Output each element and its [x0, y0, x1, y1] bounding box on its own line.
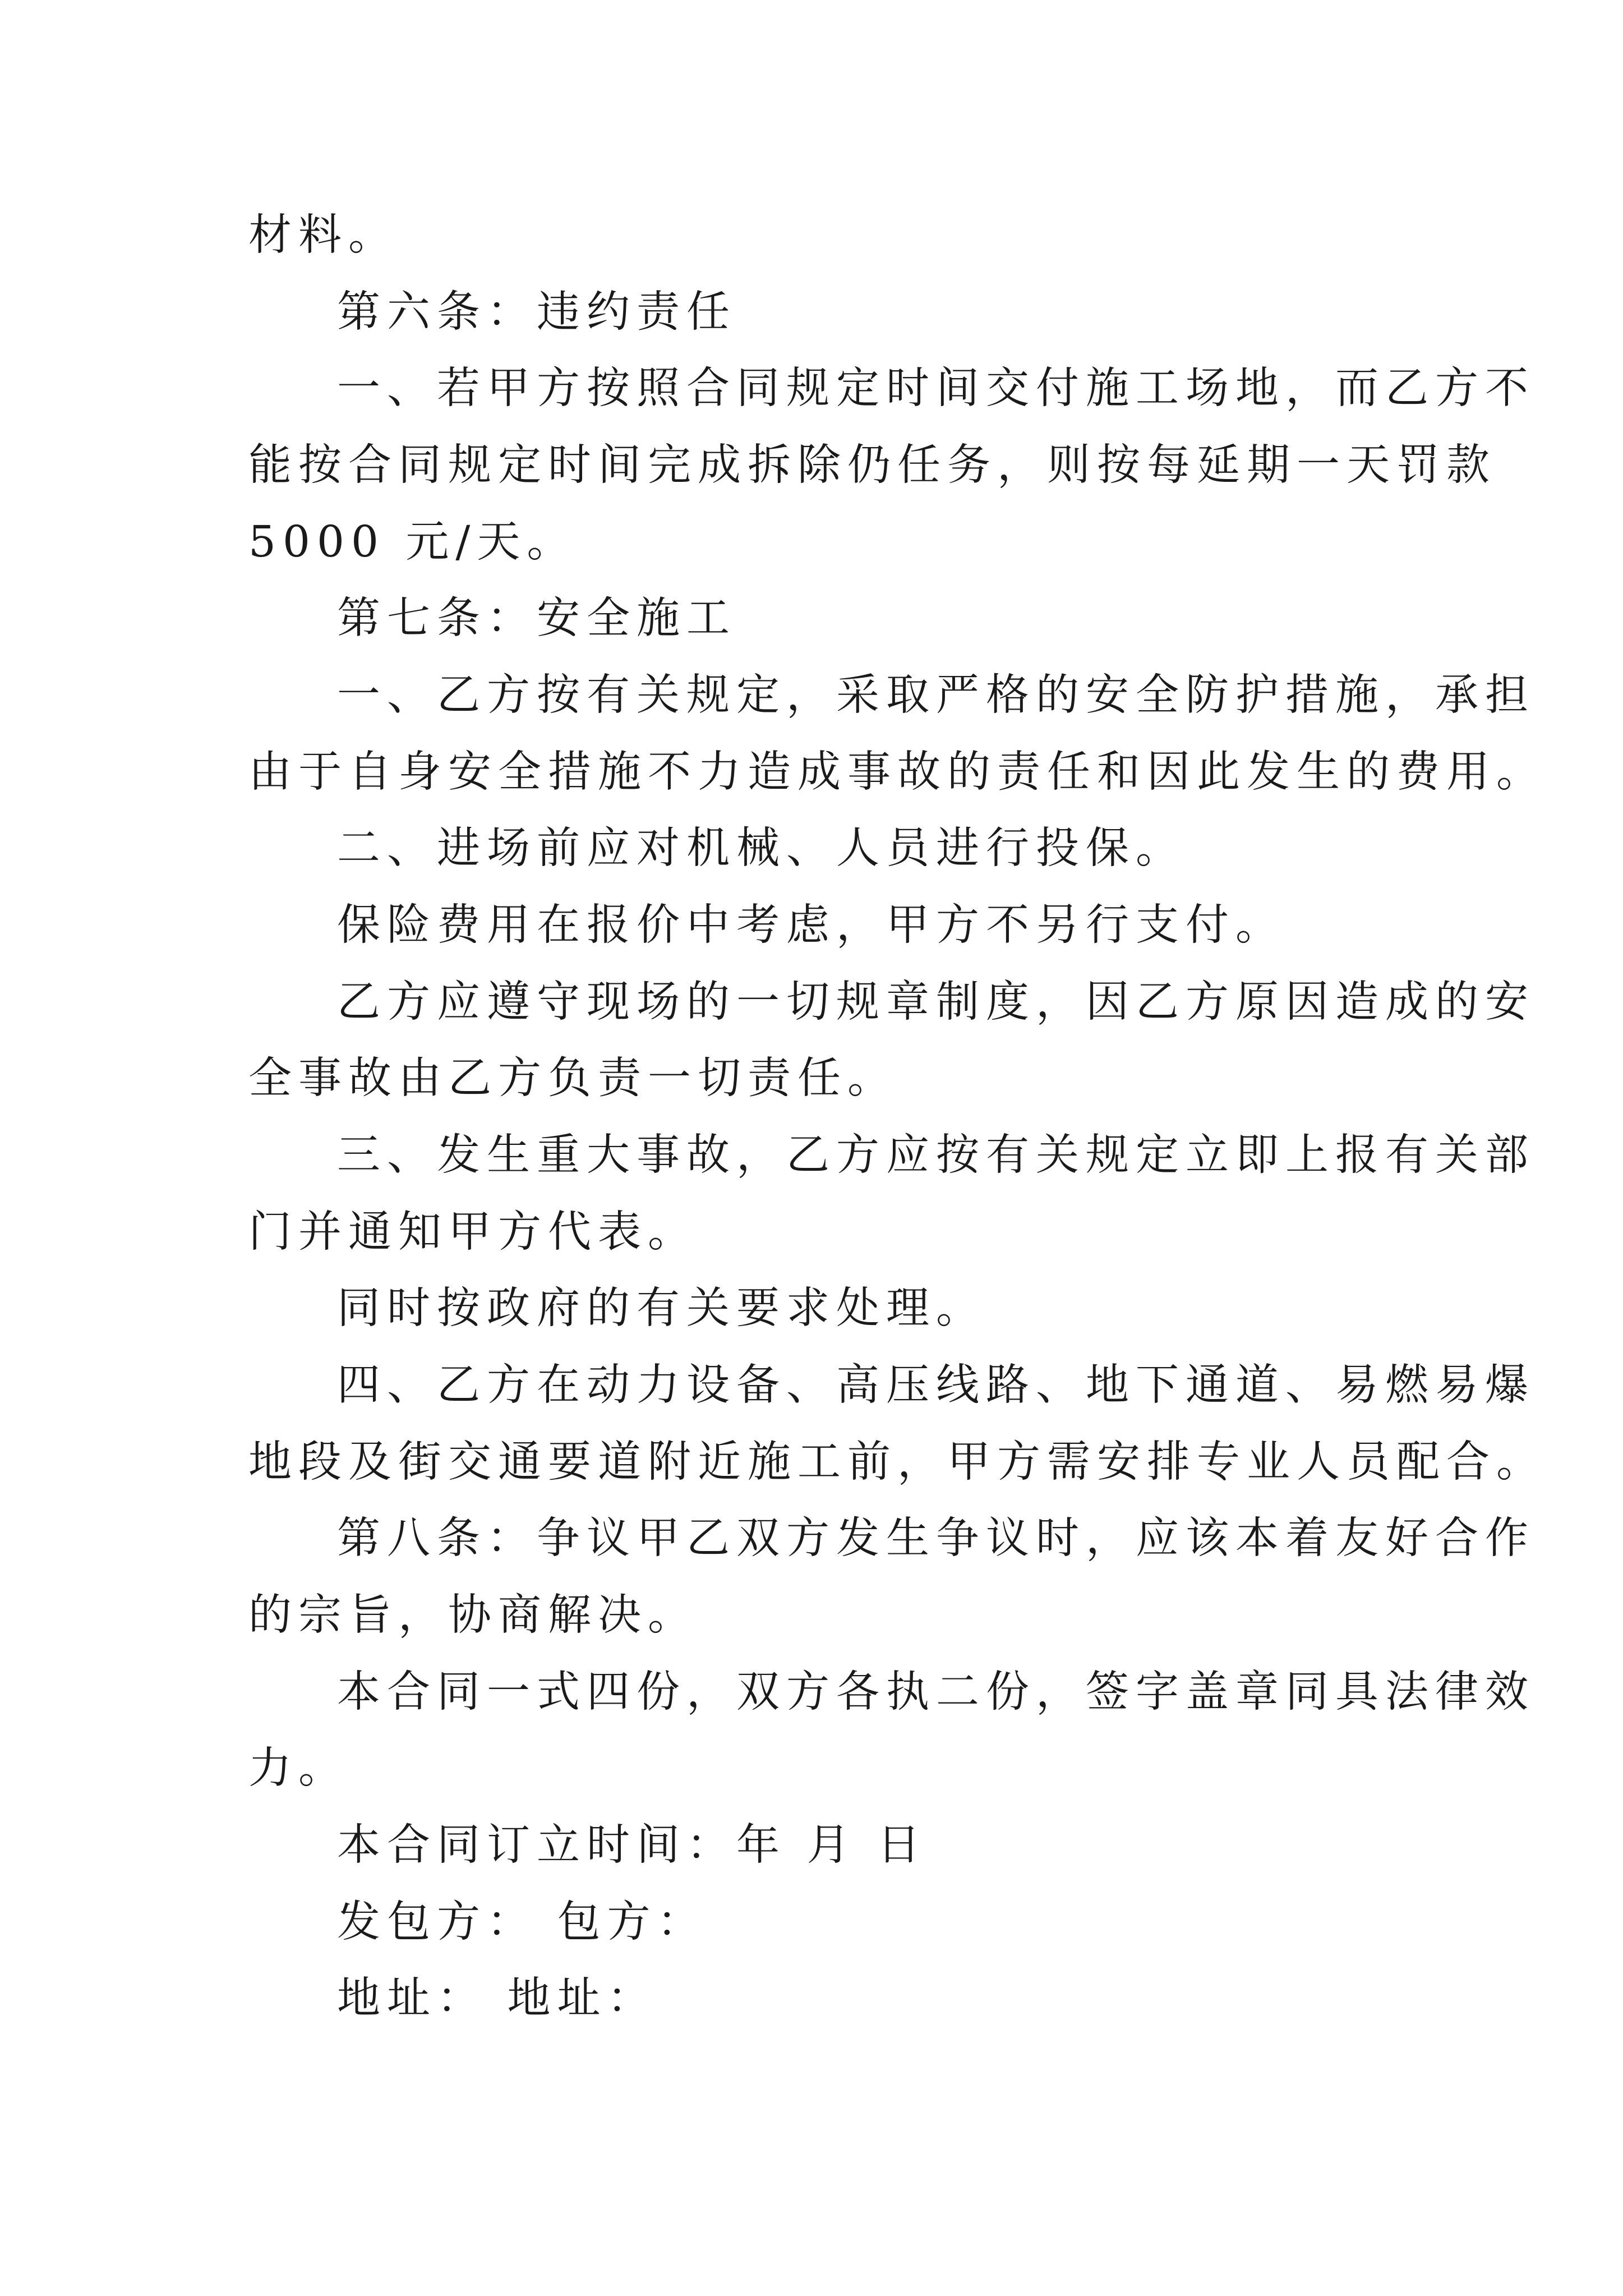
- text-line: 乙方应遵守现场的一切规章制度，因乙方原因造成的安: [337, 977, 1535, 1027]
- text-line: 全事故由乙方负责一切责任。: [248, 1053, 897, 1103]
- text-line: 同时按政府的有关要求处理。: [337, 1283, 986, 1333]
- text-line: 5000 元/天。: [248, 517, 577, 567]
- text-line: 一、乙方按有关规定，采取严格的安全防护措施，承担: [337, 670, 1535, 720]
- parties-line: 发包方： 包方：: [337, 1897, 707, 1947]
- text-line: 一、若甲方按照合同规定时间交付施工场地，而乙方不: [337, 364, 1535, 413]
- section-heading: 第七条：安全施工: [337, 593, 736, 643]
- address-line: 地址： 地址：: [337, 1973, 657, 2023]
- section-heading: 第八条：争议甲乙双方发生争议时，应该本着友好合作: [337, 1513, 1535, 1563]
- section-heading: 第六条：违约责任: [337, 287, 736, 337]
- text-line: 保险费用在报价中考虑，甲方不另行支付。: [337, 900, 1285, 950]
- text-line: 由于自身安全措施不力造成事故的责任和因此发生的费用。: [248, 747, 1546, 797]
- text-line: 门并通知甲方代表。: [248, 1207, 698, 1257]
- text-line: 二、进场前应对机械、人员进行投保。: [337, 823, 1186, 873]
- text-line: 的宗旨，协商解决。: [248, 1590, 698, 1640]
- text-line: 地段及街交通要道附近施工前，甲方需安排专业人员配合。: [248, 1437, 1546, 1487]
- text-line: 材料。: [248, 210, 398, 260]
- text-line: 本合同一式四份，双方各执二份，签字盖章同具法律效: [337, 1667, 1535, 1717]
- signing-date-line: 本合同订立时间：年 月 日: [337, 1820, 927, 1870]
- text-line: 能按合同规定时间完成拆除仍任务，则按每延期一天罚款: [248, 440, 1496, 490]
- text-line: 四、乙方在动力设备、高压线路、地下通道、易燃易爆: [337, 1360, 1535, 1410]
- text-line: 三、发生重大事故，乙方应按有关规定立即上报有关部: [337, 1130, 1535, 1180]
- text-line: 力。: [248, 1743, 348, 1793]
